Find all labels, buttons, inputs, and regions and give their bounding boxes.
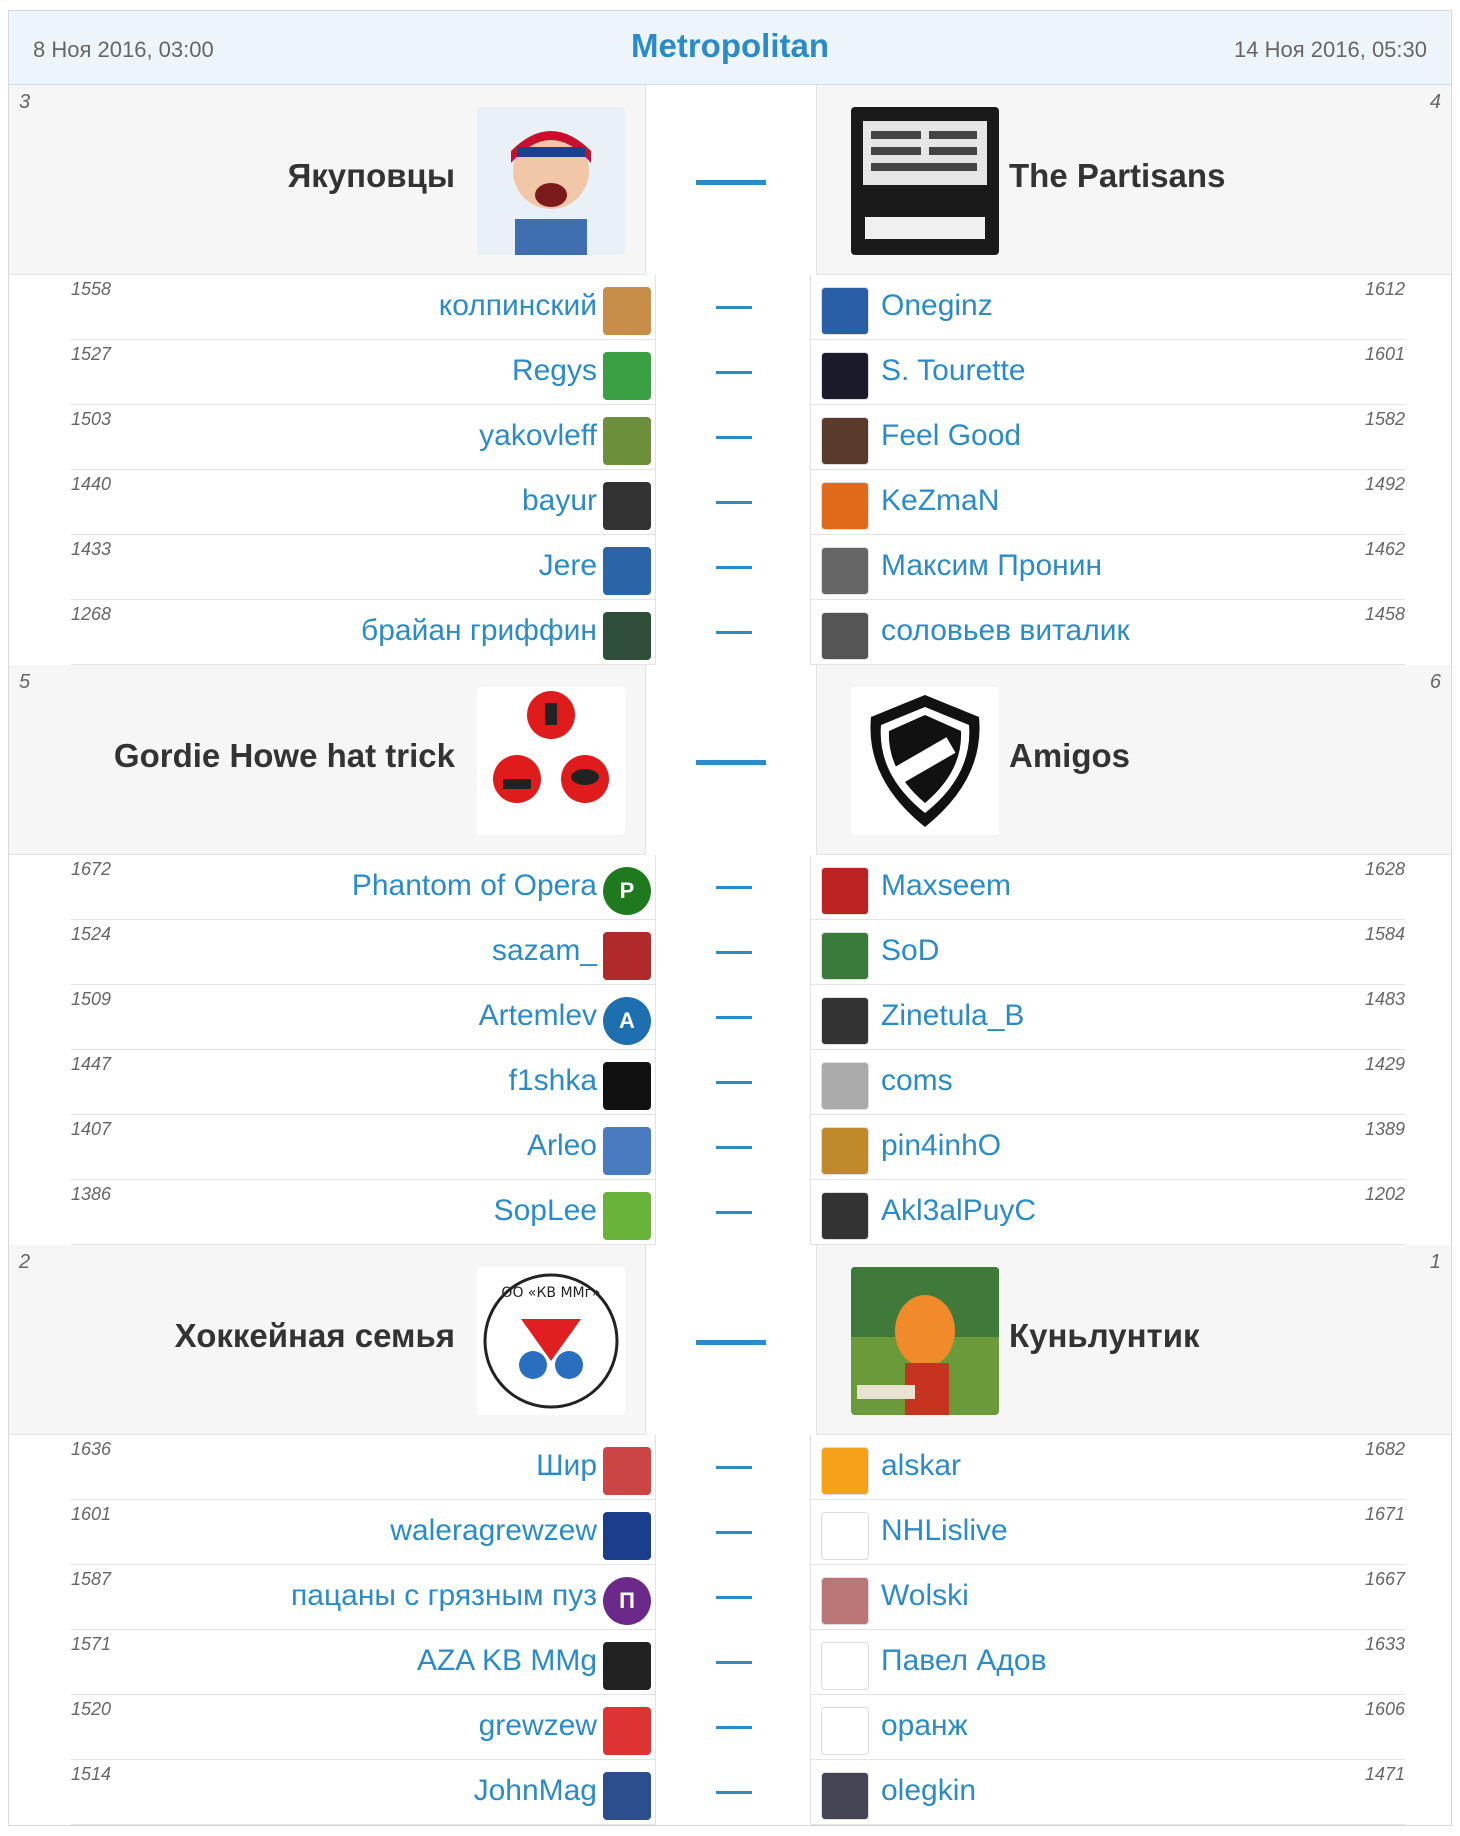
left-player-avatar-icon[interactable] bbox=[603, 1512, 651, 1560]
right-seed: 4 bbox=[1429, 91, 1441, 113]
pair-dash-icon bbox=[716, 1466, 752, 1469]
right-player bbox=[811, 1760, 1405, 1825]
right-player-avatar-icon[interactable] bbox=[821, 1062, 869, 1110]
player-pair-row bbox=[9, 920, 1453, 985]
left-player-avatar-icon[interactable] bbox=[603, 1642, 651, 1690]
pair-dash-icon bbox=[716, 501, 752, 504]
svg-text:ОО «КВ ММг»: ОО «КВ ММг» bbox=[501, 1285, 601, 1301]
right-player-avatar-icon[interactable] bbox=[821, 612, 869, 660]
left-player bbox=[71, 1565, 655, 1630]
player-pair-row bbox=[9, 340, 1453, 405]
left-team-logo-icon[interactable] bbox=[477, 687, 625, 835]
pair-score bbox=[655, 1050, 811, 1115]
left-player-rating: 1601 bbox=[71, 1504, 112, 1524]
pair-score bbox=[655, 275, 811, 340]
left-player-rating: 1558 bbox=[71, 279, 112, 299]
left-player-name[interactable]: grewzew bbox=[478, 1709, 597, 1742]
left-player bbox=[71, 1435, 655, 1500]
player-pair-row bbox=[9, 1565, 1453, 1630]
right-player-avatar-icon[interactable] bbox=[821, 1772, 869, 1820]
right-player-rating: 1471 bbox=[1364, 1764, 1405, 1784]
pair-score bbox=[655, 855, 811, 920]
right-player-avatar-icon[interactable] bbox=[821, 1447, 869, 1495]
left-player bbox=[71, 1050, 655, 1115]
left-player-name[interactable]: AZA KB MMg bbox=[416, 1644, 597, 1677]
left-player-rating: 1524 bbox=[71, 924, 112, 944]
left-player-rating: 1407 bbox=[71, 1119, 112, 1139]
avatar-letter: A bbox=[619, 1008, 635, 1033]
team-row bbox=[9, 1245, 1451, 1435]
left-player-name[interactable]: колпинский bbox=[438, 289, 597, 322]
right-player-avatar-icon[interactable] bbox=[821, 867, 869, 915]
left-player-name[interactable]: Artemlev bbox=[478, 999, 597, 1032]
pair-dash-icon bbox=[716, 631, 752, 634]
left-player-name[interactable]: JohnMag bbox=[473, 1774, 597, 1807]
left-player-avatar-icon[interactable] bbox=[603, 1127, 651, 1175]
left-player bbox=[71, 1500, 655, 1565]
right-player-avatar-icon[interactable] bbox=[821, 1127, 869, 1175]
left-team[interactable] bbox=[9, 665, 645, 855]
right-player-name[interactable]: pin4inhO bbox=[881, 1129, 1002, 1162]
right-player-name[interactable]: оранж bbox=[881, 1709, 968, 1742]
right-team-name[interactable]: Amigos bbox=[1009, 737, 1131, 774]
left-player-avatar-icon[interactable] bbox=[603, 612, 651, 660]
right-team-name[interactable]: The Partisans bbox=[1009, 157, 1226, 194]
right-team[interactable] bbox=[817, 85, 1453, 275]
right-player-avatar-icon[interactable] bbox=[821, 1642, 869, 1690]
left-team[interactable] bbox=[9, 85, 645, 275]
pair-dash-icon bbox=[716, 1791, 752, 1794]
pair-dash-icon bbox=[716, 566, 752, 569]
left-player-name[interactable]: пацаны с грязным пуз bbox=[291, 1579, 597, 1612]
pair-dash-icon bbox=[716, 1726, 752, 1729]
right-player-avatar-icon[interactable] bbox=[821, 932, 869, 980]
player-pair-row bbox=[9, 1435, 1453, 1500]
player-pair-row bbox=[9, 275, 1453, 340]
right-player-rating: 1612 bbox=[1364, 279, 1405, 299]
right-player-avatar-icon[interactable] bbox=[821, 547, 869, 595]
right-player-rating: 1429 bbox=[1364, 1054, 1405, 1074]
player-pair-row bbox=[9, 1500, 1453, 1565]
left-player bbox=[71, 985, 655, 1050]
player-pairs bbox=[9, 275, 1451, 665]
left-player-rating: 1433 bbox=[71, 539, 112, 559]
right-player-avatar-icon[interactable] bbox=[821, 482, 869, 530]
right-team-logo-icon[interactable] bbox=[851, 1267, 999, 1415]
left-seed: 3 bbox=[19, 91, 31, 113]
right-player-name[interactable]: alskar bbox=[881, 1449, 962, 1482]
team-row bbox=[9, 665, 1451, 855]
score-dash-icon bbox=[696, 760, 766, 765]
right-player-rating: 1492 bbox=[1364, 474, 1405, 494]
left-player bbox=[71, 470, 655, 535]
left-player-name[interactable]: waleragrewzew bbox=[390, 1514, 597, 1547]
right-player-rating: 1606 bbox=[1364, 1699, 1405, 1719]
player-pair-row bbox=[9, 1760, 1453, 1825]
right-player-name[interactable]: Oneginz bbox=[881, 289, 993, 322]
right-player-rating: 1389 bbox=[1364, 1119, 1405, 1139]
pair-score bbox=[655, 1695, 811, 1760]
player-pair-row bbox=[9, 855, 1453, 920]
pair-score bbox=[655, 340, 811, 405]
left-player-rating: 1636 bbox=[71, 1439, 112, 1459]
right-player-avatar-icon[interactable] bbox=[821, 997, 869, 1045]
left-player-name[interactable]: Regys bbox=[511, 354, 597, 387]
right-player-name[interactable]: NHLislive bbox=[881, 1514, 1008, 1547]
pair-score bbox=[655, 1180, 811, 1245]
left-player-avatar-icon[interactable] bbox=[603, 547, 651, 595]
pair-score bbox=[655, 535, 811, 600]
left-seed: 2 bbox=[19, 1251, 31, 1273]
right-team[interactable] bbox=[817, 1245, 1453, 1435]
left-player-name[interactable]: f1shka bbox=[508, 1064, 597, 1097]
player-pair-row bbox=[9, 1050, 1453, 1115]
pair-score bbox=[655, 600, 811, 665]
right-player-avatar-icon[interactable] bbox=[821, 287, 869, 335]
pair-dash-icon bbox=[716, 436, 752, 439]
right-team-logo-icon[interactable] bbox=[851, 107, 999, 255]
right-player bbox=[811, 920, 1405, 985]
player-pair-row bbox=[9, 1695, 1453, 1760]
right-player-name[interactable]: coms bbox=[881, 1064, 953, 1097]
pair-score bbox=[655, 1630, 811, 1695]
pair-dash-icon bbox=[716, 1661, 752, 1664]
left-player-rating: 1503 bbox=[71, 409, 112, 429]
left-player-name[interactable]: bayur bbox=[521, 484, 597, 517]
score-dash-icon bbox=[696, 180, 766, 185]
left-player-avatar-icon[interactable] bbox=[603, 1192, 651, 1240]
division-title[interactable]: Metropolitan bbox=[631, 27, 829, 64]
right-player-name[interactable]: Максим Пронин bbox=[881, 549, 1103, 582]
matchup bbox=[9, 1245, 1451, 1825]
left-player-name[interactable]: Шир bbox=[536, 1449, 597, 1482]
player-pairs bbox=[9, 855, 1451, 1245]
start-date: 8 Ноя 2016, 03:00 bbox=[33, 37, 214, 62]
pair-score bbox=[655, 470, 811, 535]
right-player bbox=[811, 1435, 1405, 1500]
right-player-avatar-icon[interactable] bbox=[821, 352, 869, 400]
end-date: 14 Ноя 2016, 05:30 bbox=[1234, 37, 1427, 62]
avatar-letter: P bbox=[619, 878, 635, 903]
left-player bbox=[71, 405, 655, 470]
left-player-name[interactable]: yakovleff bbox=[479, 419, 597, 452]
player-pairs bbox=[9, 1435, 1451, 1825]
player-pair-row bbox=[9, 1180, 1453, 1245]
pair-dash-icon bbox=[716, 1531, 752, 1534]
left-team[interactable] bbox=[9, 1245, 645, 1435]
bracket-header bbox=[9, 11, 1451, 85]
left-team-logo-icon[interactable] bbox=[477, 1267, 625, 1415]
left-seed: 5 bbox=[19, 671, 31, 693]
right-player-name[interactable]: Feel Good bbox=[881, 419, 1022, 452]
pair-score bbox=[655, 1500, 811, 1565]
right-player-rating: 1671 bbox=[1364, 1504, 1405, 1524]
right-player bbox=[811, 1050, 1405, 1115]
left-player-name[interactable]: Arleo bbox=[526, 1129, 597, 1162]
left-player bbox=[71, 340, 655, 405]
player-pair-row bbox=[9, 470, 1453, 535]
right-team[interactable] bbox=[817, 665, 1453, 855]
right-player bbox=[811, 1180, 1405, 1245]
player-pair-row bbox=[9, 600, 1453, 665]
left-player-rating: 1514 bbox=[71, 1764, 112, 1784]
left-player bbox=[71, 275, 655, 340]
right-player bbox=[811, 340, 1405, 405]
left-player bbox=[71, 600, 655, 665]
right-player-rating: 1202 bbox=[1364, 1184, 1405, 1204]
left-team-name[interactable]: Gordie Howe hat trick bbox=[113, 737, 455, 774]
right-player-rating: 1682 bbox=[1364, 1439, 1405, 1459]
right-player bbox=[811, 470, 1405, 535]
right-player bbox=[811, 1565, 1405, 1630]
player-pair-row bbox=[9, 985, 1453, 1050]
left-player-avatar-icon[interactable] bbox=[603, 1062, 651, 1110]
pair-score bbox=[655, 405, 811, 470]
left-player-rating: 1571 bbox=[71, 1634, 112, 1654]
pair-dash-icon bbox=[716, 951, 752, 954]
right-seed: 6 bbox=[1429, 671, 1441, 693]
left-player-rating: 1527 bbox=[71, 344, 112, 364]
right-player-name[interactable]: olegkin bbox=[881, 1774, 977, 1807]
right-player-rating: 1628 bbox=[1364, 859, 1405, 879]
left-player bbox=[71, 1695, 655, 1760]
pair-dash-icon bbox=[716, 1081, 752, 1084]
right-player-name[interactable]: KeZmaN bbox=[881, 484, 1000, 517]
left-team-name[interactable]: Якуповцы bbox=[287, 157, 455, 194]
match-score bbox=[645, 85, 817, 275]
right-player-rating: 1483 bbox=[1364, 989, 1405, 1009]
right-player-name[interactable]: Павел Адов bbox=[881, 1644, 1047, 1677]
right-player-avatar-icon[interactable] bbox=[821, 1512, 869, 1560]
player-pair-row bbox=[9, 1630, 1453, 1695]
team-row bbox=[9, 85, 1451, 275]
left-player-rating: 1440 bbox=[71, 474, 112, 494]
pair-score bbox=[655, 1115, 811, 1180]
right-player bbox=[811, 405, 1405, 470]
left-player-rating: 1268 bbox=[71, 604, 112, 624]
left-player bbox=[71, 1115, 655, 1180]
score-dash-icon bbox=[696, 1340, 766, 1345]
right-player bbox=[811, 600, 1405, 665]
left-team-name[interactable]: Хоккейная семья bbox=[174, 1317, 455, 1354]
left-player-avatar-icon[interactable] bbox=[603, 417, 651, 465]
left-player-rating: 1672 bbox=[71, 859, 112, 879]
right-player bbox=[811, 1500, 1405, 1565]
pair-score bbox=[655, 985, 811, 1050]
right-player bbox=[811, 1115, 1405, 1180]
pair-dash-icon bbox=[716, 1211, 752, 1214]
matchup bbox=[9, 665, 1451, 1245]
pair-score bbox=[655, 1760, 811, 1825]
right-player-avatar-icon[interactable] bbox=[821, 417, 869, 465]
left-player-name[interactable]: Phantom of Opera bbox=[351, 869, 597, 902]
playoff-bracket bbox=[8, 10, 1452, 1826]
left-player-rating: 1587 bbox=[71, 1569, 112, 1589]
right-player-name[interactable]: SoD bbox=[881, 934, 940, 967]
right-player-name[interactable]: Zinetula_B bbox=[881, 999, 1025, 1032]
left-player-name[interactable]: Jere bbox=[538, 549, 597, 582]
left-player-rating: 1447 bbox=[71, 1054, 112, 1074]
right-team-logo-icon[interactable] bbox=[851, 687, 999, 835]
player-pair-row bbox=[9, 405, 1453, 470]
right-player bbox=[811, 1630, 1405, 1695]
left-player-name[interactable]: брайан гриффин bbox=[361, 614, 597, 647]
left-player-rating: 1509 bbox=[71, 989, 112, 1009]
player-pair-row bbox=[9, 535, 1453, 600]
right-player-rating: 1667 bbox=[1364, 1569, 1405, 1589]
pair-dash-icon bbox=[716, 1016, 752, 1019]
left-player-avatar-icon[interactable] bbox=[603, 932, 651, 980]
right-player-avatar-icon[interactable] bbox=[821, 1192, 869, 1240]
matchup bbox=[9, 85, 1451, 665]
match-score bbox=[645, 1245, 817, 1435]
right-player bbox=[811, 535, 1405, 600]
left-player bbox=[71, 1760, 655, 1825]
right-player-name[interactable]: Akl3alPuyC bbox=[881, 1194, 1037, 1227]
left-player bbox=[71, 920, 655, 985]
right-player-rating: 1601 bbox=[1364, 344, 1405, 364]
left-player-rating: 1520 bbox=[71, 1699, 112, 1719]
right-player-avatar-icon[interactable] bbox=[821, 1707, 869, 1755]
right-seed: 1 bbox=[1429, 1251, 1441, 1273]
right-player-avatar-icon[interactable] bbox=[821, 1577, 869, 1625]
left-player-avatar-icon[interactable] bbox=[603, 997, 651, 1045]
right-player-name[interactable]: S. Tourette bbox=[881, 354, 1026, 387]
pair-dash-icon bbox=[716, 886, 752, 889]
pair-score bbox=[655, 920, 811, 985]
pair-dash-icon bbox=[716, 371, 752, 374]
right-player-name[interactable]: Maxseem bbox=[881, 869, 1012, 902]
left-player-rating: 1386 bbox=[71, 1184, 112, 1204]
avatar-letter: П bbox=[619, 1588, 635, 1613]
pair-score bbox=[655, 1565, 811, 1630]
right-player bbox=[811, 275, 1405, 340]
right-player-rating: 1458 bbox=[1364, 604, 1405, 624]
player-pair-row bbox=[9, 1115, 1453, 1180]
left-player bbox=[71, 855, 655, 920]
left-player-avatar-icon[interactable] bbox=[603, 1577, 651, 1625]
pair-dash-icon bbox=[716, 1146, 752, 1149]
right-player-name[interactable]: Wolski bbox=[881, 1579, 969, 1612]
right-player-rating: 1462 bbox=[1364, 539, 1405, 559]
right-player bbox=[811, 855, 1405, 920]
left-player-avatar-icon[interactable] bbox=[603, 1447, 651, 1495]
left-player bbox=[71, 1180, 655, 1245]
left-player-avatar-icon[interactable] bbox=[603, 1772, 651, 1820]
left-player-avatar-icon[interactable] bbox=[603, 352, 651, 400]
right-player bbox=[811, 1695, 1405, 1760]
left-player-avatar-icon[interactable] bbox=[603, 1707, 651, 1755]
left-player-avatar-icon[interactable] bbox=[603, 287, 651, 335]
left-player-avatar-icon[interactable] bbox=[603, 867, 651, 915]
left-player bbox=[71, 1630, 655, 1695]
pair-dash-icon bbox=[716, 306, 752, 309]
left-player-name[interactable]: SopLee bbox=[493, 1194, 597, 1227]
right-player-rating: 1633 bbox=[1364, 1634, 1405, 1654]
right-team-name[interactable]: Куньлунтик bbox=[1009, 1317, 1200, 1354]
left-player-avatar-icon[interactable] bbox=[603, 482, 651, 530]
right-player bbox=[811, 985, 1405, 1050]
matches-list bbox=[9, 85, 1451, 1825]
right-player-rating: 1584 bbox=[1364, 924, 1405, 944]
pair-dash-icon bbox=[716, 1596, 752, 1599]
right-player-rating: 1582 bbox=[1364, 409, 1405, 429]
left-player bbox=[71, 535, 655, 600]
left-player-name[interactable]: sazam_ bbox=[491, 934, 597, 967]
match-score bbox=[645, 665, 817, 855]
pair-score bbox=[655, 1435, 811, 1500]
left-team-logo-icon[interactable] bbox=[477, 107, 625, 255]
right-player-name[interactable]: соловьев виталик bbox=[881, 614, 1130, 647]
